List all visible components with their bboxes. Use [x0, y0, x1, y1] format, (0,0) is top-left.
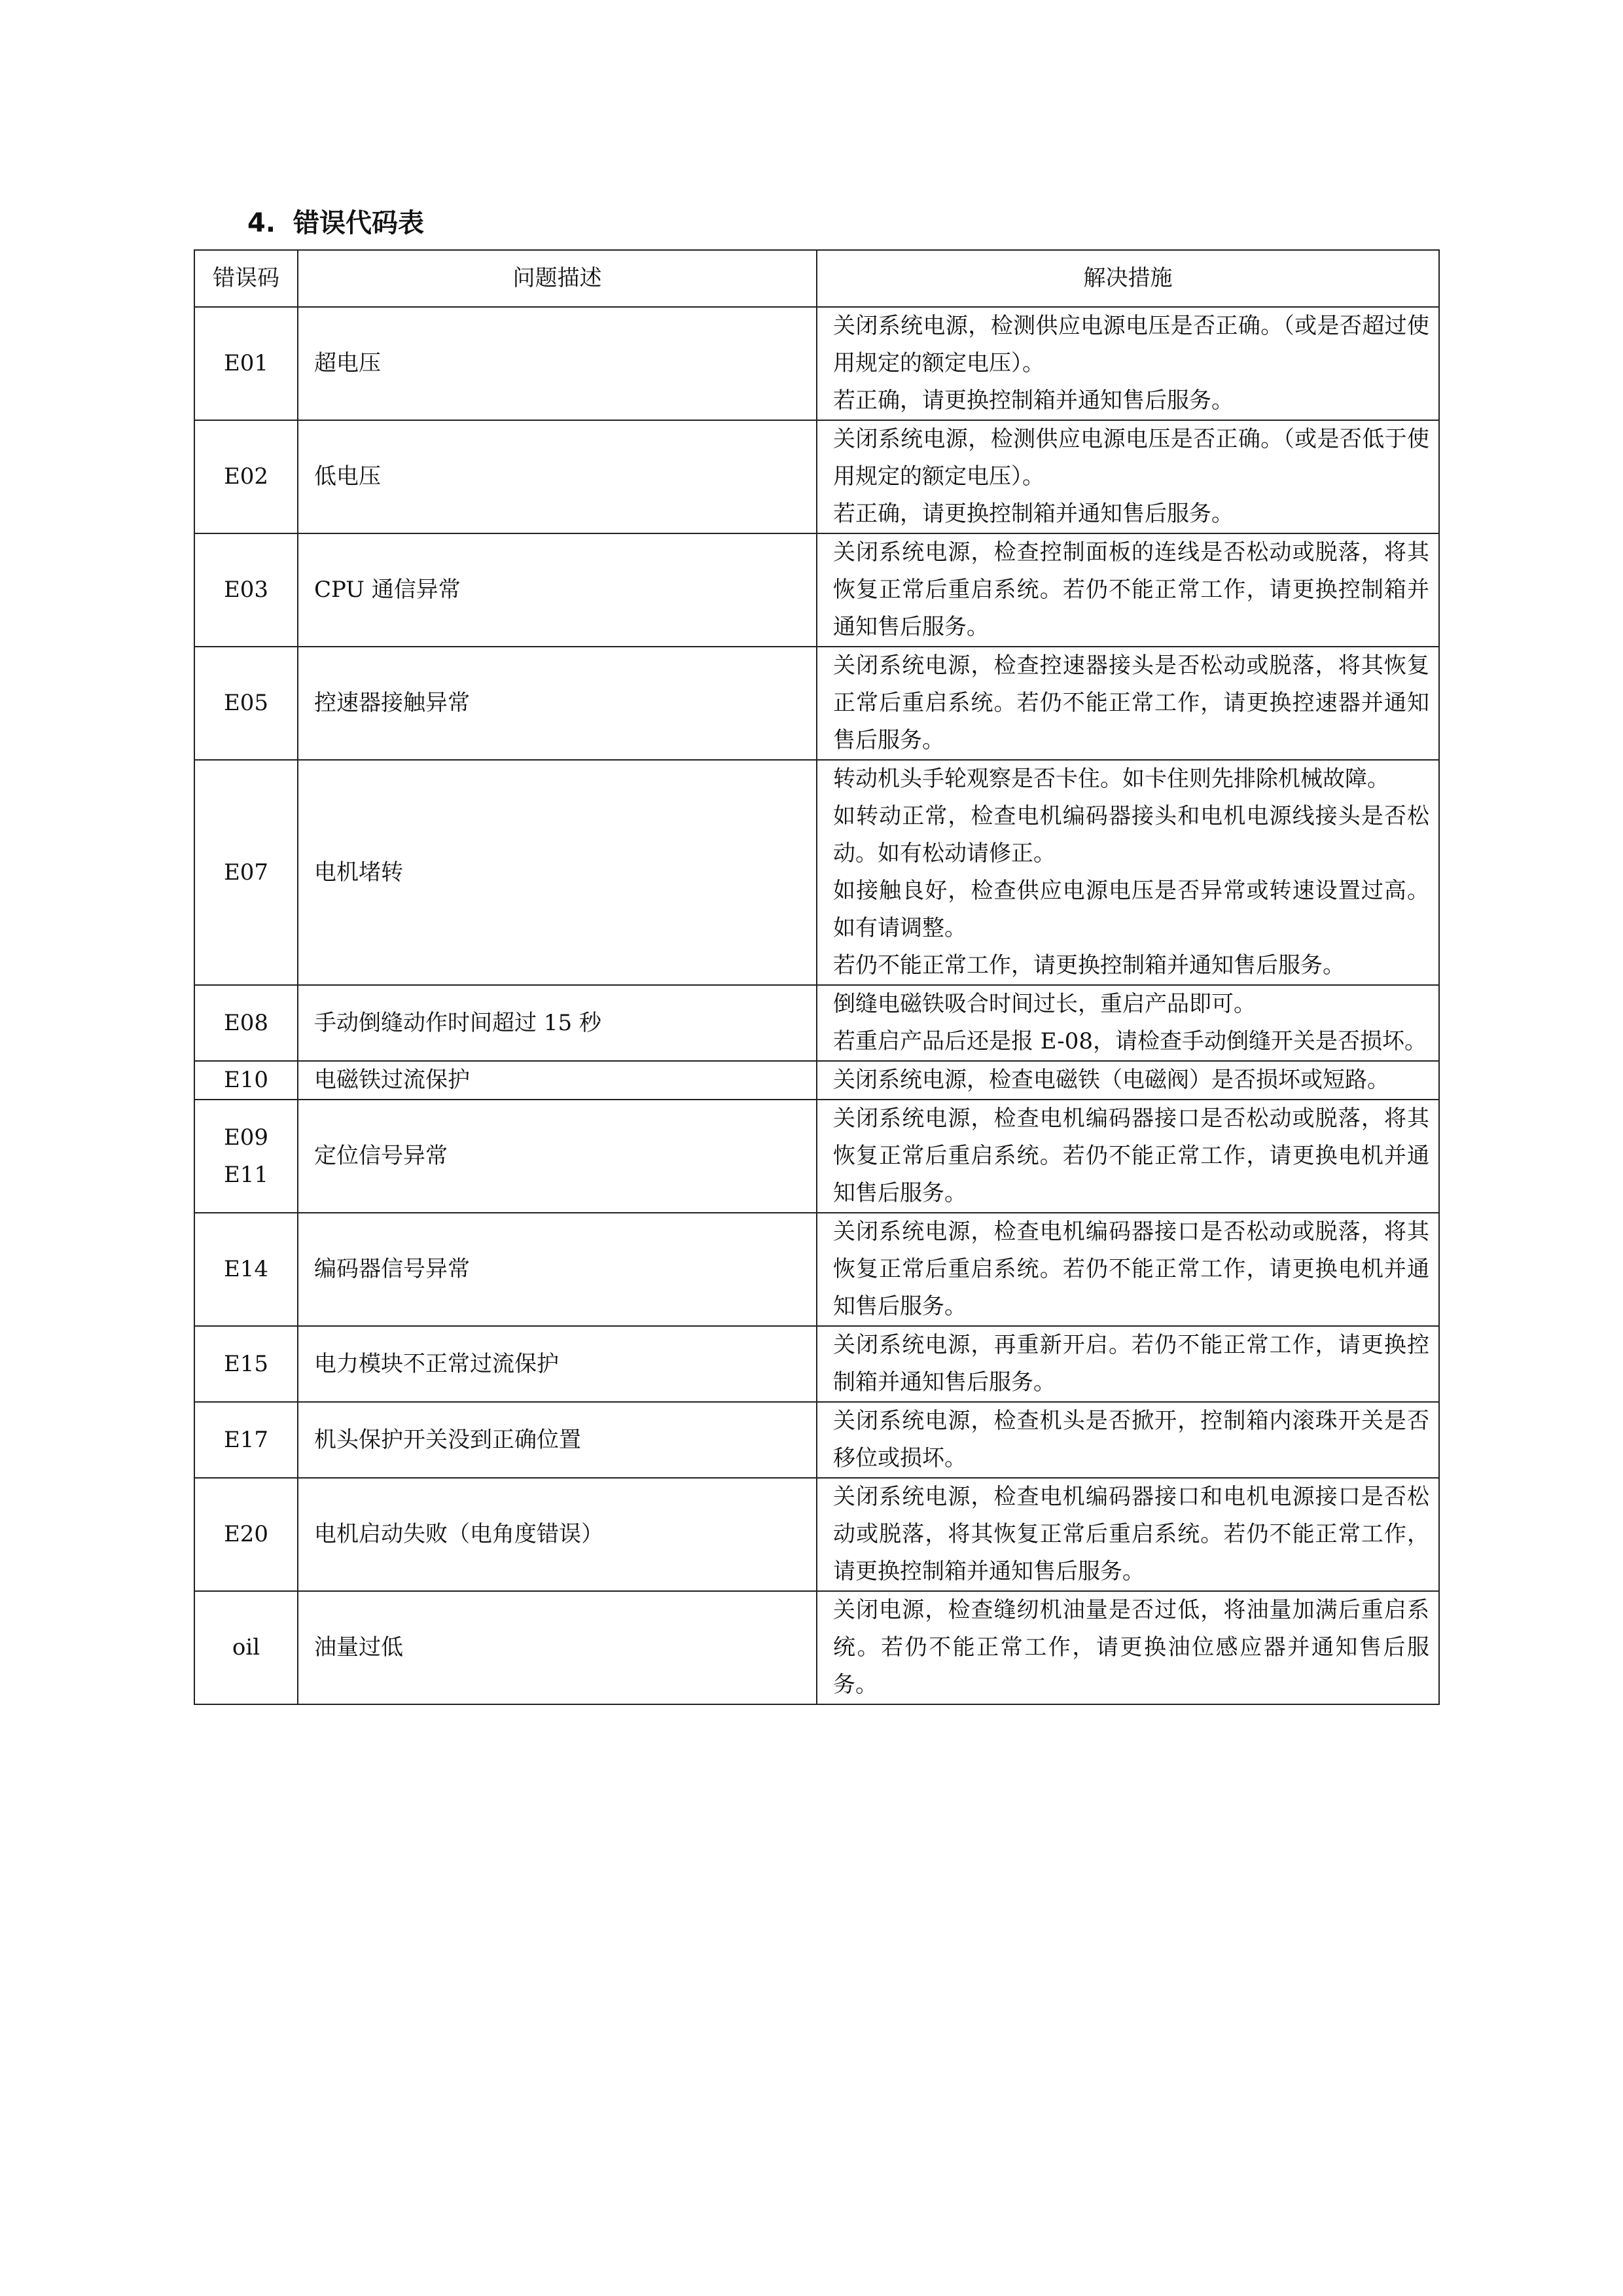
table-row — [194, 647, 1439, 760]
solution-cell — [817, 1326, 1439, 1402]
error-code: E03 — [223, 577, 269, 603]
error-code-cell — [194, 1061, 298, 1100]
problem-description: 手动倒缝动作时间超过 15 秒 — [298, 985, 817, 1061]
header-solution: 解决措施 — [817, 250, 1439, 307]
error-code-cell — [194, 533, 298, 647]
solution-cell — [817, 1061, 1439, 1100]
error-code-cell — [194, 760, 298, 985]
solution-line: 若正确，请更换控制箱并通知售后服务。 — [833, 387, 1234, 414]
solution-line: 倒缝电磁铁吸合时间过长，重启产品即可。 — [833, 991, 1256, 1017]
error-code-cell — [194, 1213, 298, 1326]
error-code: E20 — [223, 1521, 269, 1547]
table-row — [194, 1402, 1439, 1478]
error-code-cell — [194, 1100, 298, 1213]
header-problem-description: 问题描述 — [298, 250, 817, 307]
error-code-cell — [194, 647, 298, 760]
solution-line: 若仍不能正常工作，请更换控制箱并通知售后服务。 — [833, 952, 1345, 978]
problem-description: 电机启动失败（电角度错误） — [298, 1478, 817, 1591]
section-title: 错误代码表 — [293, 208, 424, 238]
solution-line: 如转动正常，检查电机编码器接头和电机电源线接头是否松动。如有松动请修正。 — [833, 803, 1429, 867]
solution-line: 若正确，请更换控制箱并通知售后服务。 — [833, 501, 1234, 527]
solution-cell — [817, 1100, 1439, 1213]
problem-description: 超电压 — [298, 307, 817, 420]
header-error-code: 错误码 — [194, 250, 298, 307]
solution-line: 转动机头手轮观察是否卡住。如卡住则先排除机械故障。 — [833, 766, 1389, 792]
solution-line: 关闭系统电源，检测供应电源电压是否正确。（或是否超过使用规定的额定电压）。 — [833, 313, 1429, 376]
error-code: E08 — [223, 1009, 269, 1036]
error-code: E09 — [223, 1124, 269, 1151]
solution-line: 关闭电源，检查缝纫机油量是否过低，将油量加满后重启系统。若仍不能正常工作，请更换油位感应器并通知售后服务。 — [833, 1597, 1429, 1698]
problem-description: 电磁铁过流保护 — [298, 1061, 817, 1100]
error-code-cell — [194, 1591, 298, 1704]
table-row — [194, 307, 1439, 420]
solution-cell — [817, 1591, 1439, 1704]
error-code: E15 — [223, 1350, 269, 1377]
solution-cell — [817, 1478, 1439, 1591]
problem-description: 电机堵转 — [298, 760, 817, 985]
solution-line: 关闭系统电源，再重新开启。若仍不能正常工作，请更换控制箱并通知售后服务。 — [833, 1332, 1429, 1395]
solution-cell — [817, 985, 1439, 1061]
solution-cell — [817, 307, 1439, 420]
solution-line: 关闭系统电源，检查控制面板的连线是否松动或脱落，将其恢复正常后重启系统。若仍不能正常工作，请更换控制箱并通知售后服务。 — [833, 539, 1429, 640]
table-row — [194, 533, 1439, 647]
solution-line: 关闭系统电源，检测供应电源电压是否正确。（或是否低于使用规定的额定电压）。 — [833, 426, 1429, 490]
error-code: oil — [232, 1634, 260, 1660]
error-code-cell — [194, 307, 298, 420]
problem-description: CPU 通信异常 — [298, 533, 817, 647]
table-row — [194, 1326, 1439, 1402]
section-number: 4. — [247, 208, 276, 238]
solution-line: 关闭系统电源，检查控速器接头是否松动或脱落，将其恢复正常后重启系统。若仍不能正常工作，请更换控速器并通知售后服务。 — [833, 653, 1429, 753]
table-row — [194, 1591, 1439, 1704]
solution-line: 关闭系统电源，检查电机编码器接口是否松动或脱落，将其恢复正常后重启系统。若仍不能正常工作，请更换电机并通知售后服务。 — [833, 1105, 1429, 1206]
error-code-cell — [194, 1402, 298, 1478]
problem-description: 控速器接触异常 — [298, 647, 817, 760]
problem-description: 编码器信号异常 — [298, 1213, 817, 1326]
error-code: E01 — [223, 350, 269, 376]
problem-description: 油量过低 — [298, 1591, 817, 1704]
problem-description: 机头保护开关没到正确位置 — [298, 1402, 817, 1478]
solution-cell — [817, 420, 1439, 533]
solution-cell — [817, 760, 1439, 985]
section-heading — [247, 200, 424, 246]
error-code: E05 — [223, 690, 269, 716]
error-code: E17 — [223, 1426, 269, 1453]
problem-description: 定位信号异常 — [298, 1100, 817, 1213]
table-row — [194, 760, 1439, 985]
table-row — [194, 1100, 1439, 1213]
error-code-cell — [194, 420, 298, 533]
solution-line: 关闭系统电源，检查电磁铁（电磁阀）是否损坏或短路。 — [833, 1067, 1389, 1093]
solution-line: 关闭系统电源，检查电机编码器接口是否松动或脱落，将其恢复正常后重启系统。若仍不能正常工作，请更换电机并通知售后服务。 — [833, 1219, 1429, 1319]
error-code: E10 — [223, 1067, 269, 1093]
problem-description: 电力模块不正常过流保护 — [298, 1326, 817, 1402]
solution-cell — [817, 533, 1439, 647]
error-code: E14 — [223, 1256, 269, 1282]
error-code-cell — [194, 1478, 298, 1591]
table-row — [194, 985, 1439, 1061]
error-code-cell — [194, 985, 298, 1061]
error-code-cell — [194, 1326, 298, 1402]
error-code-table — [194, 249, 1440, 1705]
table-row — [194, 1061, 1439, 1100]
error-code: E07 — [223, 859, 269, 886]
table-row — [194, 1478, 1439, 1591]
error-code: E02 — [223, 463, 269, 490]
solution-line: 关闭系统电源，检查电机编码器接口和电机电源接口是否松动或脱落，将其恢复正常后重启系统。若仍不能正常工作，请更换控制箱并通知售后服务。 — [833, 1484, 1429, 1585]
error-code: E11 — [223, 1161, 269, 1188]
problem-description: 低电压 — [298, 420, 817, 533]
solution-cell — [817, 1213, 1439, 1326]
table-row — [194, 1213, 1439, 1326]
solution-cell — [817, 647, 1439, 760]
solution-line: 若重启产品后还是报 E-08，请检查手动倒缝开关是否损坏。 — [833, 1028, 1427, 1054]
table-row — [194, 420, 1439, 533]
solution-cell — [817, 1402, 1439, 1478]
table-header-row — [194, 250, 1439, 307]
solution-line: 关闭系统电源，检查机头是否掀开，控制箱内滚珠开关是否移位或损坏。 — [833, 1408, 1429, 1471]
solution-line: 如接触良好，检查供应电源电压是否异常或转速设置过高。如有请调整。 — [833, 878, 1429, 941]
